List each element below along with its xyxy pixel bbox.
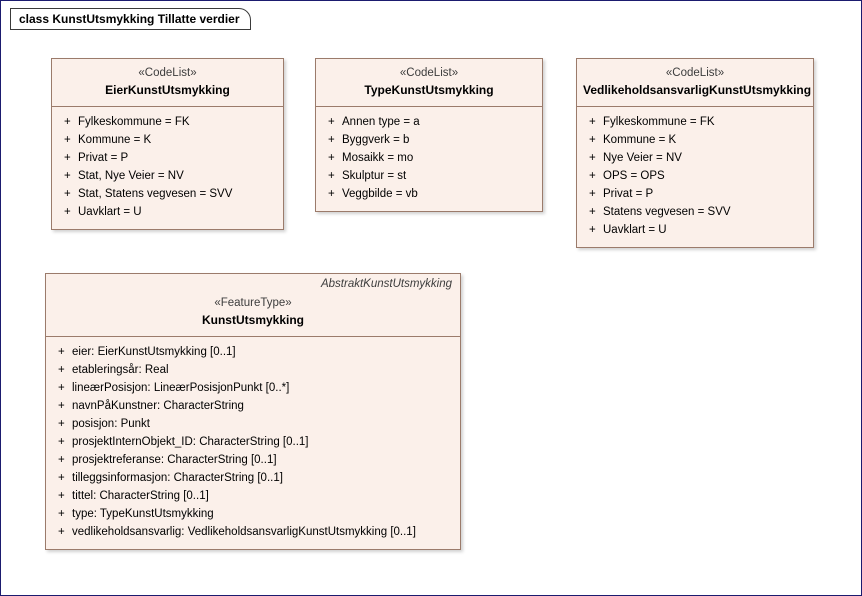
attribute-text: Uavklart = U (78, 206, 142, 218)
attribute-visibility: + (589, 206, 596, 218)
attribute-row (56, 131, 279, 149)
attribute-text: Mosaikk = mo (342, 152, 414, 164)
attribute-row (56, 203, 279, 221)
class-stereotype: «CodeList» (138, 67, 197, 79)
attribute-row (581, 113, 809, 131)
attribute-visibility: + (64, 134, 71, 146)
attribute-text: tittel: CharacterString [0..1] (72, 490, 209, 502)
attribute-text: lineærPosisjon: LineærPosisjonPunkt [0..*] (72, 382, 290, 394)
attribute-text: Skulptur = st (342, 170, 407, 182)
attribute-row (56, 185, 279, 203)
attribute-visibility: + (328, 188, 335, 200)
attribute-visibility: + (58, 508, 65, 520)
attribute-text: vedlikeholdsansvarlig: VedlikeholdsansvarligKunstUtsmykking [0..1] (72, 526, 416, 538)
class-attributes (316, 107, 542, 211)
attribute-row (581, 185, 809, 203)
attribute-visibility: + (328, 134, 335, 146)
attribute-row (50, 361, 456, 379)
attribute-text: Kommune = K (78, 134, 152, 146)
attribute-row (50, 397, 456, 415)
attribute-visibility: + (58, 382, 65, 394)
attribute-text: Uavklart = U (603, 224, 667, 236)
attribute-text: tilleggsinformasjon: CharacterString [0..1] (72, 472, 283, 484)
attribute-text: Veggbilde = vb (342, 188, 418, 200)
class-box-eier-kunst-utsmykking[interactable] (51, 58, 284, 230)
attribute-row (320, 113, 538, 131)
attribute-text: posisjon: Punkt (72, 418, 150, 430)
attribute-visibility: + (58, 400, 65, 412)
class-attributes (46, 337, 460, 549)
attribute-visibility: + (64, 170, 71, 182)
attribute-row (320, 185, 538, 203)
attribute-visibility: + (328, 152, 335, 164)
class-header (316, 59, 542, 106)
attribute-visibility: + (58, 346, 65, 358)
attribute-text: Nye Veier = NV (603, 152, 682, 164)
class-box-type-kunst-utsmykking[interactable] (315, 58, 543, 212)
class-box-vedlikeholdsansvarlig-kunst-utsmykking[interactable] (576, 58, 814, 248)
attribute-row (50, 451, 456, 469)
attribute-visibility: + (589, 170, 596, 182)
attribute-row (56, 113, 279, 131)
attribute-visibility: + (589, 224, 596, 236)
class-header (577, 59, 813, 106)
attribute-text: Annen type = a (342, 116, 420, 128)
attribute-visibility: + (328, 170, 335, 182)
attribute-text: prosjektreferanse: CharacterString [0..1] (72, 454, 277, 466)
attribute-row (581, 221, 809, 239)
attribute-text: Kommune = K (603, 134, 677, 146)
attribute-visibility: + (589, 152, 596, 164)
attribute-text: prosjektInternObjekt_ID: CharacterString [0..1] (72, 436, 309, 448)
attribute-row (50, 487, 456, 505)
attribute-visibility: + (64, 152, 71, 164)
attribute-text: OPS = OPS (603, 170, 665, 182)
class-header (52, 59, 283, 106)
attribute-row (50, 523, 456, 541)
attribute-text: Byggverk = b (342, 134, 410, 146)
attribute-text: type: TypeKunstUtsmykking (72, 508, 214, 520)
class-stereotype: «CodeList» (665, 67, 725, 79)
class-name: KunstUtsmykking (201, 313, 305, 327)
attribute-text: etableringsår: Real (72, 364, 169, 376)
class-box-kunst-utsmykking[interactable] (45, 273, 461, 550)
attribute-row (320, 131, 538, 149)
attribute-visibility: + (589, 134, 596, 146)
attribute-text: Stat, Statens vegvesen = SVV (78, 188, 233, 200)
attribute-row (50, 415, 456, 433)
attribute-visibility: + (58, 364, 65, 376)
attribute-visibility: + (589, 188, 596, 200)
attribute-row (50, 505, 456, 523)
attribute-visibility: + (64, 116, 71, 128)
attribute-row (50, 343, 456, 361)
class-stereotype: «FeatureType» (214, 297, 292, 309)
attribute-visibility: + (328, 116, 335, 128)
class-name: VedlikeholdsansvarligKunstUtsmykking (583, 83, 812, 97)
attribute-visibility: + (58, 526, 65, 538)
attribute-row (581, 203, 809, 221)
attribute-text: Fylkeskommune = FK (78, 116, 190, 128)
attribute-text: Privat = P (603, 188, 654, 200)
attribute-row (56, 167, 279, 185)
attribute-visibility: + (58, 472, 65, 484)
attribute-row (56, 149, 279, 167)
class-stereotype: «CodeList» (399, 67, 459, 79)
diagram-title-tab (10, 8, 251, 30)
attribute-row (581, 149, 809, 167)
class-attributes (577, 107, 813, 247)
attribute-visibility: + (58, 454, 65, 466)
attribute-row (50, 379, 456, 397)
class-name: TypeKunstUtsmykking (364, 83, 494, 97)
attribute-text: Statens vegvesen = SVV (603, 206, 731, 218)
diagram-title-label: class KunstUtsmykking Tillatte verdier (19, 12, 240, 26)
attribute-visibility: + (58, 418, 65, 430)
attribute-row (320, 149, 538, 167)
attribute-row (50, 433, 456, 451)
attribute-text: eier: EierKunstUtsmykking [0..1] (72, 346, 236, 358)
attribute-text: Privat = P (78, 152, 129, 164)
class-attributes (52, 107, 283, 229)
attribute-visibility: + (64, 188, 71, 200)
attribute-visibility: + (58, 436, 65, 448)
attribute-visibility: + (589, 116, 596, 128)
attribute-visibility: + (64, 206, 71, 218)
attribute-row (581, 167, 809, 185)
attribute-text: navnPåKunstner: CharacterString (72, 400, 244, 412)
abstract-supertype-label: AbstraktKunstUtsmykking (320, 278, 452, 290)
attribute-row (50, 469, 456, 487)
attribute-text: Stat, Nye Veier = NV (78, 170, 184, 182)
attribute-visibility: + (58, 490, 65, 502)
attribute-row (320, 167, 538, 185)
attribute-text: Fylkeskommune = FK (603, 116, 715, 128)
attribute-row (581, 131, 809, 149)
class-name: EierKunstUtsmykking (105, 83, 230, 97)
